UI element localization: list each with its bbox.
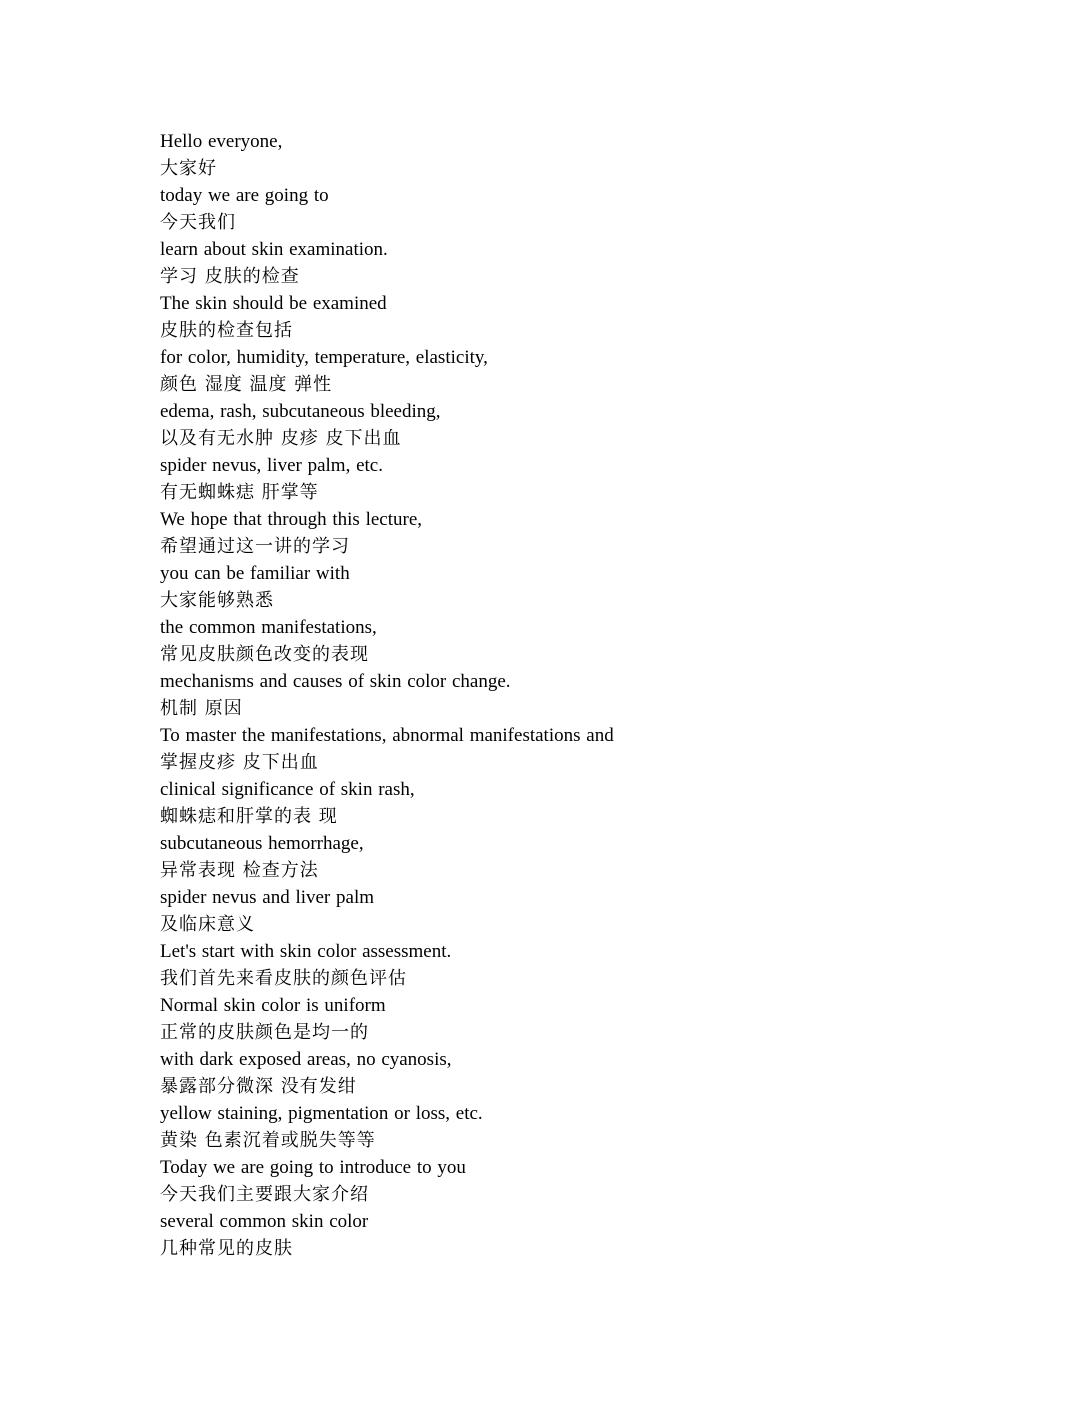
transcript-line-zh: 黄染 色素沉着或脱失等等	[160, 1130, 376, 1151]
transcript-line-en: We hope that through this lecture,	[160, 509, 423, 530]
transcript-line-zh: 大家能够熟悉	[160, 590, 274, 611]
transcript-line-en: Normal skin color is uniform	[160, 995, 386, 1016]
transcript-line-en: spider nevus, liver palm, etc.	[160, 455, 383, 476]
transcript-line-zh: 大家好	[160, 158, 217, 179]
transcript-line-en: spider nevus and liver palm	[160, 887, 375, 908]
transcript-line-en: To master the manifestations, abnormal manifestations and	[160, 725, 614, 746]
transcript-line-zh: 以及有无水肿 皮疹 皮下出血	[160, 428, 402, 449]
transcript-line-en: Hello everyone,	[160, 131, 283, 152]
transcript-line-en: learn about skin examination.	[160, 239, 388, 260]
transcript-line-zh: 学习 皮肤的检查	[160, 266, 300, 287]
transcript-line-en: several common skin color	[160, 1211, 369, 1232]
transcript-line-en: mechanisms and causes of skin color change.	[160, 671, 511, 692]
transcript-line-zh: 常见皮肤颜色改变的表现	[160, 644, 369, 665]
transcript-line-zh: 异常表现 检查方法	[160, 860, 319, 881]
transcript-line-zh: 今天我们主要跟大家介绍	[160, 1184, 369, 1205]
transcript-line-en: for color, humidity, temperature, elasticity,	[160, 347, 488, 368]
transcript-line-zh: 有无蜘蛛痣 肝掌等	[160, 482, 319, 503]
transcript-line-zh: 及临床意义	[160, 914, 255, 935]
transcript-line-en: subcutaneous hemorrhage,	[160, 833, 364, 854]
transcript-line-zh: 今天我们	[160, 212, 236, 233]
transcript-line-en: you can be familiar with	[160, 563, 350, 584]
transcript-line-zh: 颜色 湿度 温度 弹性	[160, 374, 333, 395]
transcript-line-en: yellow staining, pigmentation or loss, etc.	[160, 1103, 483, 1124]
transcript-line-zh: 机制 原因	[160, 698, 243, 719]
transcript-line-en: with dark exposed areas, no cyanosis,	[160, 1049, 452, 1070]
transcript-line-en: the common manifestations,	[160, 617, 377, 638]
transcript-line-zh: 正常的皮肤颜色是均一的	[160, 1022, 369, 1043]
transcript-line-zh: 暴露部分微深 没有发绀	[160, 1076, 357, 1097]
transcript-line-en: clinical significance of skin rash,	[160, 779, 415, 800]
transcript-line-en: The skin should be examined	[160, 293, 387, 314]
transcript-line-zh: 希望通过这一讲的学习	[160, 536, 350, 557]
transcript-line-en: Today we are going to introduce to you	[160, 1157, 466, 1178]
transcript-line-zh: 掌握皮疹 皮下出血	[160, 752, 319, 773]
transcript-line-zh: 我们首先来看皮肤的颜色评估	[160, 968, 407, 989]
transcript-line-zh: 皮肤的检查包括	[160, 320, 293, 341]
transcript-line-en: edema, rash, subcutaneous bleeding,	[160, 401, 441, 422]
transcript-line-en: today we are going to	[160, 185, 329, 206]
transcript-line-zh: 蜘蛛痣和肝掌的表 现	[160, 806, 338, 827]
transcript-body	[160, 128, 960, 1262]
transcript-line-zh: 几种常见的皮肤	[160, 1238, 293, 1259]
transcript-line-en: Let's start with skin color assessment.	[160, 941, 452, 962]
